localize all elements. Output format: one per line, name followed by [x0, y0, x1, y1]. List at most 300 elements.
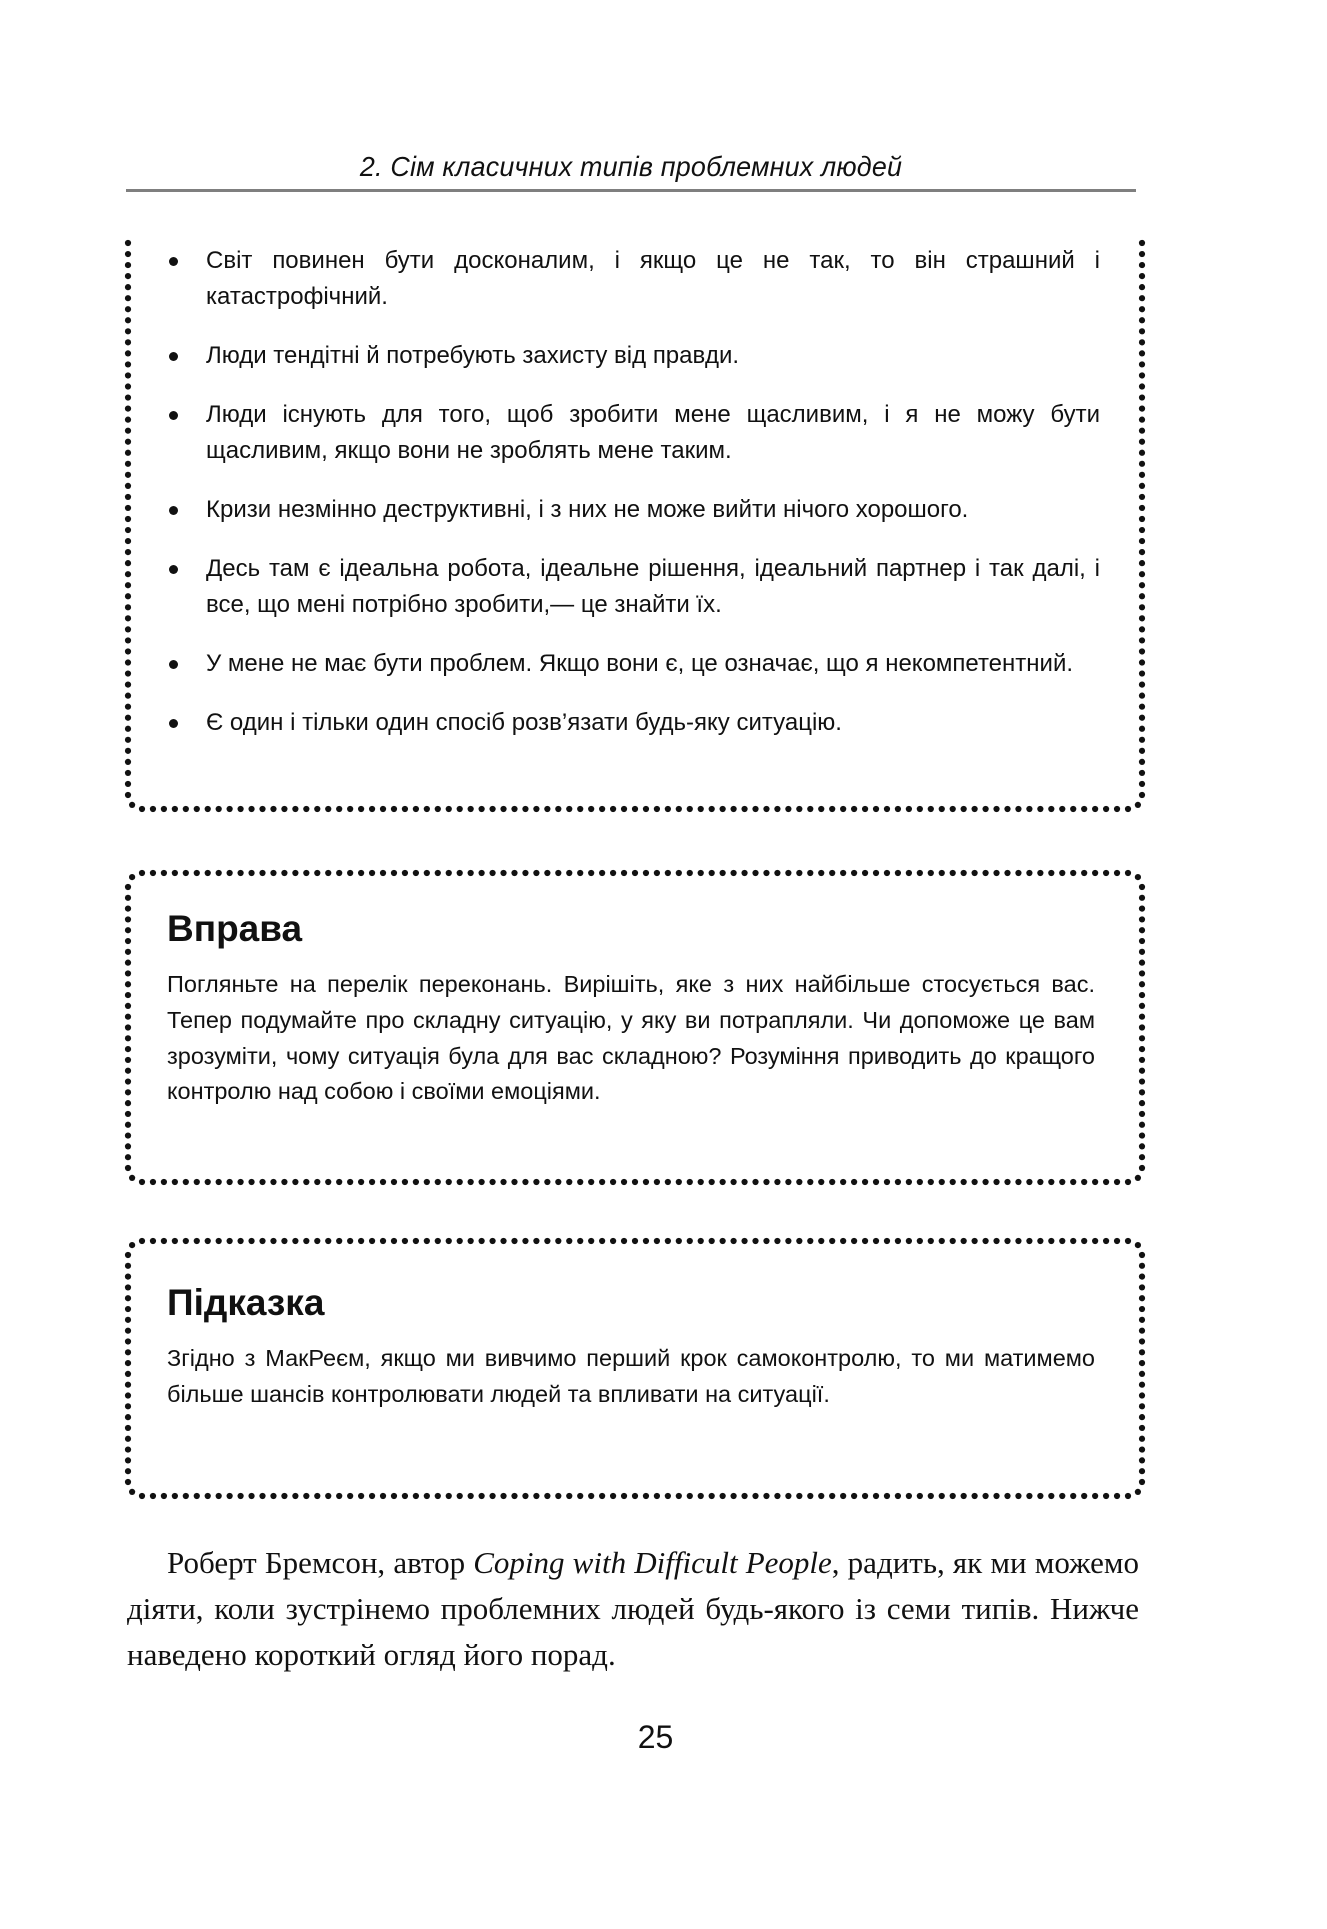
border-dot [125, 450, 131, 456]
border-dot [413, 1493, 419, 1499]
border-dot [676, 1179, 682, 1185]
border-dot [125, 906, 131, 912]
border-dot [928, 1179, 934, 1185]
border-dot [1026, 1238, 1032, 1244]
border-dot [1004, 870, 1010, 876]
border-dot [884, 870, 890, 876]
border-dot [457, 1493, 463, 1499]
border-dot [577, 1179, 583, 1185]
border-dot [172, 1179, 178, 1185]
border-dot [435, 806, 441, 812]
border-dot [468, 806, 474, 812]
border-dot [1139, 428, 1145, 434]
border-dot [1081, 806, 1087, 812]
border-dot [1139, 240, 1145, 246]
border-dot [1139, 549, 1145, 555]
border-dot [1139, 251, 1145, 257]
border-dot [972, 1238, 978, 1244]
border-dot [632, 806, 638, 812]
border-dot [588, 1493, 594, 1499]
border-dot [125, 1436, 131, 1442]
border-dot [884, 806, 890, 812]
border-dot [139, 806, 145, 812]
border-dot [807, 1238, 813, 1244]
border-dot [259, 1238, 265, 1244]
border-dot [336, 1238, 342, 1244]
border-dot [785, 870, 791, 876]
border-dot [216, 1493, 222, 1499]
border-dot [172, 1493, 178, 1499]
border-dot [125, 461, 131, 467]
border-dot [895, 1238, 901, 1244]
border-dot [238, 1238, 244, 1244]
border-dot [818, 1493, 824, 1499]
border-dot [1081, 1179, 1087, 1185]
border-dot [238, 1493, 244, 1499]
border-dot [928, 1238, 934, 1244]
border-dot [1139, 1371, 1145, 1377]
border-dot [588, 870, 594, 876]
border-dot [621, 806, 627, 812]
border-dot [752, 870, 758, 876]
border-dot [125, 1122, 131, 1128]
border-dot [818, 1179, 824, 1185]
border-dot [1139, 1306, 1145, 1312]
border-dot [676, 870, 682, 876]
border-dot [763, 1493, 769, 1499]
border-dot [1139, 406, 1145, 412]
border-dot [939, 1493, 945, 1499]
border-dot [1139, 604, 1145, 610]
border-dot [862, 1493, 868, 1499]
border-dot [1004, 1179, 1010, 1185]
border-dot [1139, 726, 1145, 732]
border-dot [1015, 1493, 1021, 1499]
border-dot [1139, 916, 1145, 922]
border-dot [435, 1179, 441, 1185]
border-dot [292, 1179, 298, 1185]
border-dot [125, 1382, 131, 1388]
border-dot [125, 406, 131, 412]
border-dot [125, 273, 131, 279]
border-dot [1139, 981, 1145, 987]
border-dot [610, 1493, 616, 1499]
border-dot [183, 806, 189, 812]
border-dot [961, 870, 967, 876]
border-dot [125, 472, 131, 478]
border-dot [555, 1493, 561, 1499]
border-dot [391, 1179, 397, 1185]
border-dot [380, 1179, 386, 1185]
border-dot [125, 1328, 131, 1334]
border-dot [125, 960, 131, 966]
border-dot [840, 1179, 846, 1185]
border-dot [533, 870, 539, 876]
border-dot [125, 981, 131, 987]
border-dot [125, 759, 131, 765]
border-dot [150, 1493, 156, 1499]
border-dot [125, 1392, 131, 1398]
border-dot [292, 806, 298, 812]
border-dot [731, 1179, 737, 1185]
border-dot [621, 1493, 627, 1499]
border-dot [1004, 1493, 1010, 1499]
border-dot [1139, 339, 1145, 345]
border-dot [1092, 1493, 1098, 1499]
border-dot [1139, 383, 1145, 389]
border-dot [566, 806, 572, 812]
border-dot [369, 1238, 375, 1244]
border-dot [125, 748, 131, 754]
border-dot [1139, 571, 1145, 577]
border-dot [336, 870, 342, 876]
border-dot [752, 1238, 758, 1244]
border-dot [1037, 1493, 1043, 1499]
border-dot [125, 1014, 131, 1020]
border-dot [1114, 806, 1120, 812]
border-dot [489, 1179, 495, 1185]
border-dot [125, 439, 131, 445]
bullet-icon [169, 411, 178, 420]
border-dot [336, 1179, 342, 1185]
border-dot [227, 1238, 233, 1244]
border-dot [1139, 372, 1145, 378]
border-dot [1048, 1179, 1054, 1185]
border-dot [369, 806, 375, 812]
border-dot [391, 870, 397, 876]
border-dot [1139, 648, 1145, 654]
border-dot [380, 1238, 386, 1244]
border-dot [1139, 792, 1145, 798]
border-dot [1139, 906, 1145, 912]
border-dot [446, 870, 452, 876]
border-dot [205, 870, 211, 876]
border-dot [1092, 806, 1098, 812]
border-dot [161, 1179, 167, 1185]
border-dot [358, 1493, 364, 1499]
border-dot [129, 1175, 135, 1181]
border-dot [1103, 1493, 1109, 1499]
border-dot [654, 870, 660, 876]
border-dot [358, 870, 364, 876]
border-dot [709, 1493, 715, 1499]
border-dot [125, 394, 131, 400]
border-dot [511, 1179, 517, 1185]
border-dot [654, 1179, 660, 1185]
border-dot [125, 1154, 131, 1160]
border-dot [1139, 516, 1145, 522]
border-dot [1070, 806, 1076, 812]
border-dot [125, 428, 131, 434]
border-dot [807, 870, 813, 876]
border-dot [125, 682, 131, 688]
border-dot [216, 1238, 222, 1244]
border-dot [183, 1493, 189, 1499]
border-dot [489, 1493, 495, 1499]
border-dot [292, 1493, 298, 1499]
border-dot [270, 870, 276, 876]
tip-heading: Підказка [167, 1282, 325, 1323]
border-dot [654, 1493, 660, 1499]
border-dot [807, 1179, 813, 1185]
border-dot [1125, 806, 1131, 812]
border-dot [489, 870, 495, 876]
border-dot [1015, 806, 1021, 812]
border-dot [555, 1179, 561, 1185]
border-dot [884, 1238, 890, 1244]
border-dot [125, 781, 131, 787]
border-dot [1139, 527, 1145, 533]
border-dot [599, 1179, 605, 1185]
border-dot [1139, 693, 1145, 699]
border-dot [125, 916, 131, 922]
border-dot [125, 1003, 131, 1009]
border-dot [796, 1238, 802, 1244]
border-dot [1139, 1295, 1145, 1301]
border-dot [1139, 1328, 1145, 1334]
border-dot [1139, 472, 1145, 478]
border-dot [1139, 615, 1145, 621]
border-dot [125, 317, 131, 323]
border-dot [270, 1179, 276, 1185]
border-dot [1139, 1024, 1145, 1030]
border-dot [1103, 870, 1109, 876]
border-dot [796, 806, 802, 812]
border-dot [125, 1089, 131, 1095]
border-dot [731, 1493, 737, 1499]
border-dot [1139, 884, 1145, 890]
border-dot [763, 1238, 769, 1244]
border-dot [1139, 417, 1145, 423]
border-dot [763, 806, 769, 812]
border-dot [413, 870, 419, 876]
border-dot [139, 1238, 145, 1244]
border-dot [621, 1179, 627, 1185]
border-dot [194, 1238, 200, 1244]
border-dot [424, 1238, 430, 1244]
border-dot [544, 870, 550, 876]
border-dot [248, 1179, 254, 1185]
border-dot [1103, 1238, 1109, 1244]
border-dot [950, 1179, 956, 1185]
border-dot [917, 806, 923, 812]
border-dot [566, 870, 572, 876]
border-dot [906, 1238, 912, 1244]
border-dot [125, 516, 131, 522]
border-dot [1139, 439, 1145, 445]
border-dot [785, 1493, 791, 1499]
border-dot [993, 870, 999, 876]
border-dot [446, 806, 452, 812]
border-dot [1139, 1349, 1145, 1355]
border-dot [238, 1179, 244, 1185]
border-dot [125, 1349, 131, 1355]
border-dot [698, 1493, 704, 1499]
border-dot [424, 1179, 430, 1185]
border-dot [763, 1179, 769, 1185]
border-dot [227, 1493, 233, 1499]
beliefs-list [170, 243, 1100, 764]
border-dot [194, 1179, 200, 1185]
border-dot [599, 806, 605, 812]
border-dot [917, 1238, 923, 1244]
border-dot [533, 806, 539, 812]
border-dot [895, 806, 901, 812]
border-dot [1139, 1338, 1145, 1344]
border-dot [1139, 1479, 1145, 1485]
border-dot [950, 870, 956, 876]
border-dot [500, 806, 506, 812]
border-dot [676, 1493, 682, 1499]
border-dot [1081, 1493, 1087, 1499]
border-dot [125, 884, 131, 890]
border-dot [125, 693, 131, 699]
border-dot [1059, 870, 1065, 876]
border-dot [1139, 295, 1145, 301]
border-dot [1139, 582, 1145, 588]
border-dot [643, 1179, 649, 1185]
border-dot [150, 806, 156, 812]
border-dot [1092, 1238, 1098, 1244]
border-dot [125, 1035, 131, 1041]
border-dot [205, 806, 211, 812]
border-dot [125, 637, 131, 643]
border-dot [125, 295, 131, 301]
border-dot [125, 1295, 131, 1301]
border-dot [435, 1238, 441, 1244]
border-dot [125, 648, 131, 654]
border-dot [380, 1493, 386, 1499]
border-dot [183, 1179, 189, 1185]
border-dot [125, 992, 131, 998]
border-dot [303, 870, 309, 876]
border-dot [818, 1238, 824, 1244]
border-dot [270, 1238, 276, 1244]
border-dot [125, 1111, 131, 1117]
border-dot [347, 870, 353, 876]
border-dot [632, 1238, 638, 1244]
border-dot [1139, 770, 1145, 776]
border-dot [125, 1425, 131, 1431]
border-dot [1048, 1493, 1054, 1499]
border-dot [906, 806, 912, 812]
border-dot [125, 361, 131, 367]
border-dot [1139, 1165, 1145, 1171]
border-dot [1139, 560, 1145, 566]
border-dot [1125, 870, 1131, 876]
border-dot [522, 806, 528, 812]
border-dot [1103, 806, 1109, 812]
border-dot [1139, 593, 1145, 599]
border-dot [982, 870, 988, 876]
border-dot [720, 1493, 726, 1499]
border-dot [205, 1238, 211, 1244]
border-dot [424, 1493, 430, 1499]
border-dot [1048, 806, 1054, 812]
border-dot [1037, 1238, 1043, 1244]
border-dot [1139, 895, 1145, 901]
border-dot [1139, 748, 1145, 754]
border-dot [1135, 802, 1141, 808]
border-dot [1139, 1154, 1145, 1160]
border-dot [125, 251, 131, 257]
border-dot [125, 792, 131, 798]
border-dot [281, 870, 287, 876]
border-dot [125, 1143, 131, 1149]
border-dot [1139, 1252, 1145, 1258]
border-dot [1026, 870, 1032, 876]
border-dot [588, 806, 594, 812]
border-dot [161, 1493, 167, 1499]
border-dot [687, 1238, 693, 1244]
border-dot [829, 806, 835, 812]
border-dot [325, 1179, 331, 1185]
border-dot [358, 1238, 364, 1244]
border-dot [873, 806, 879, 812]
border-dot [1070, 1238, 1076, 1244]
border-dot [161, 1238, 167, 1244]
border-dot [895, 1493, 901, 1499]
border-dot [125, 1132, 131, 1138]
border-dot [479, 806, 485, 812]
border-dot [928, 870, 934, 876]
border-dot [500, 1179, 506, 1185]
border-dot [1139, 1403, 1145, 1409]
border-dot [544, 1493, 550, 1499]
border-dot [125, 417, 131, 423]
border-dot [194, 870, 200, 876]
border-dot [873, 1493, 879, 1499]
border-dot [402, 1493, 408, 1499]
border-dot [676, 1238, 682, 1244]
border-dot [125, 1338, 131, 1344]
border-dot [577, 1238, 583, 1244]
border-dot [840, 1238, 846, 1244]
border-dot [125, 262, 131, 268]
border-dot [125, 1446, 131, 1452]
border-dot [125, 549, 131, 555]
border-dot [1037, 1179, 1043, 1185]
border-dot [125, 1057, 131, 1063]
border-dot [993, 806, 999, 812]
border-dot [972, 870, 978, 876]
border-dot [500, 1238, 506, 1244]
border-dot [468, 1238, 474, 1244]
border-dot [533, 1238, 539, 1244]
border-dot [1139, 1436, 1145, 1442]
border-dot [1139, 992, 1145, 998]
bullet-icon [169, 352, 178, 361]
border-dot [468, 1493, 474, 1499]
border-dot [248, 1493, 254, 1499]
border-dot [1139, 505, 1145, 511]
border-dot [1139, 1132, 1145, 1138]
border-dot [950, 806, 956, 812]
border-dot [1139, 670, 1145, 676]
border-dot [1015, 870, 1021, 876]
border-dot [125, 372, 131, 378]
border-dot [1139, 1446, 1145, 1452]
border-dot [1092, 870, 1098, 876]
border-dot [720, 1238, 726, 1244]
border-dot [1139, 704, 1145, 710]
border-dot [479, 870, 485, 876]
border-dot [125, 306, 131, 312]
border-dot [840, 870, 846, 876]
border-dot [741, 1493, 747, 1499]
border-dot [1139, 1382, 1145, 1388]
border-dot [763, 870, 769, 876]
